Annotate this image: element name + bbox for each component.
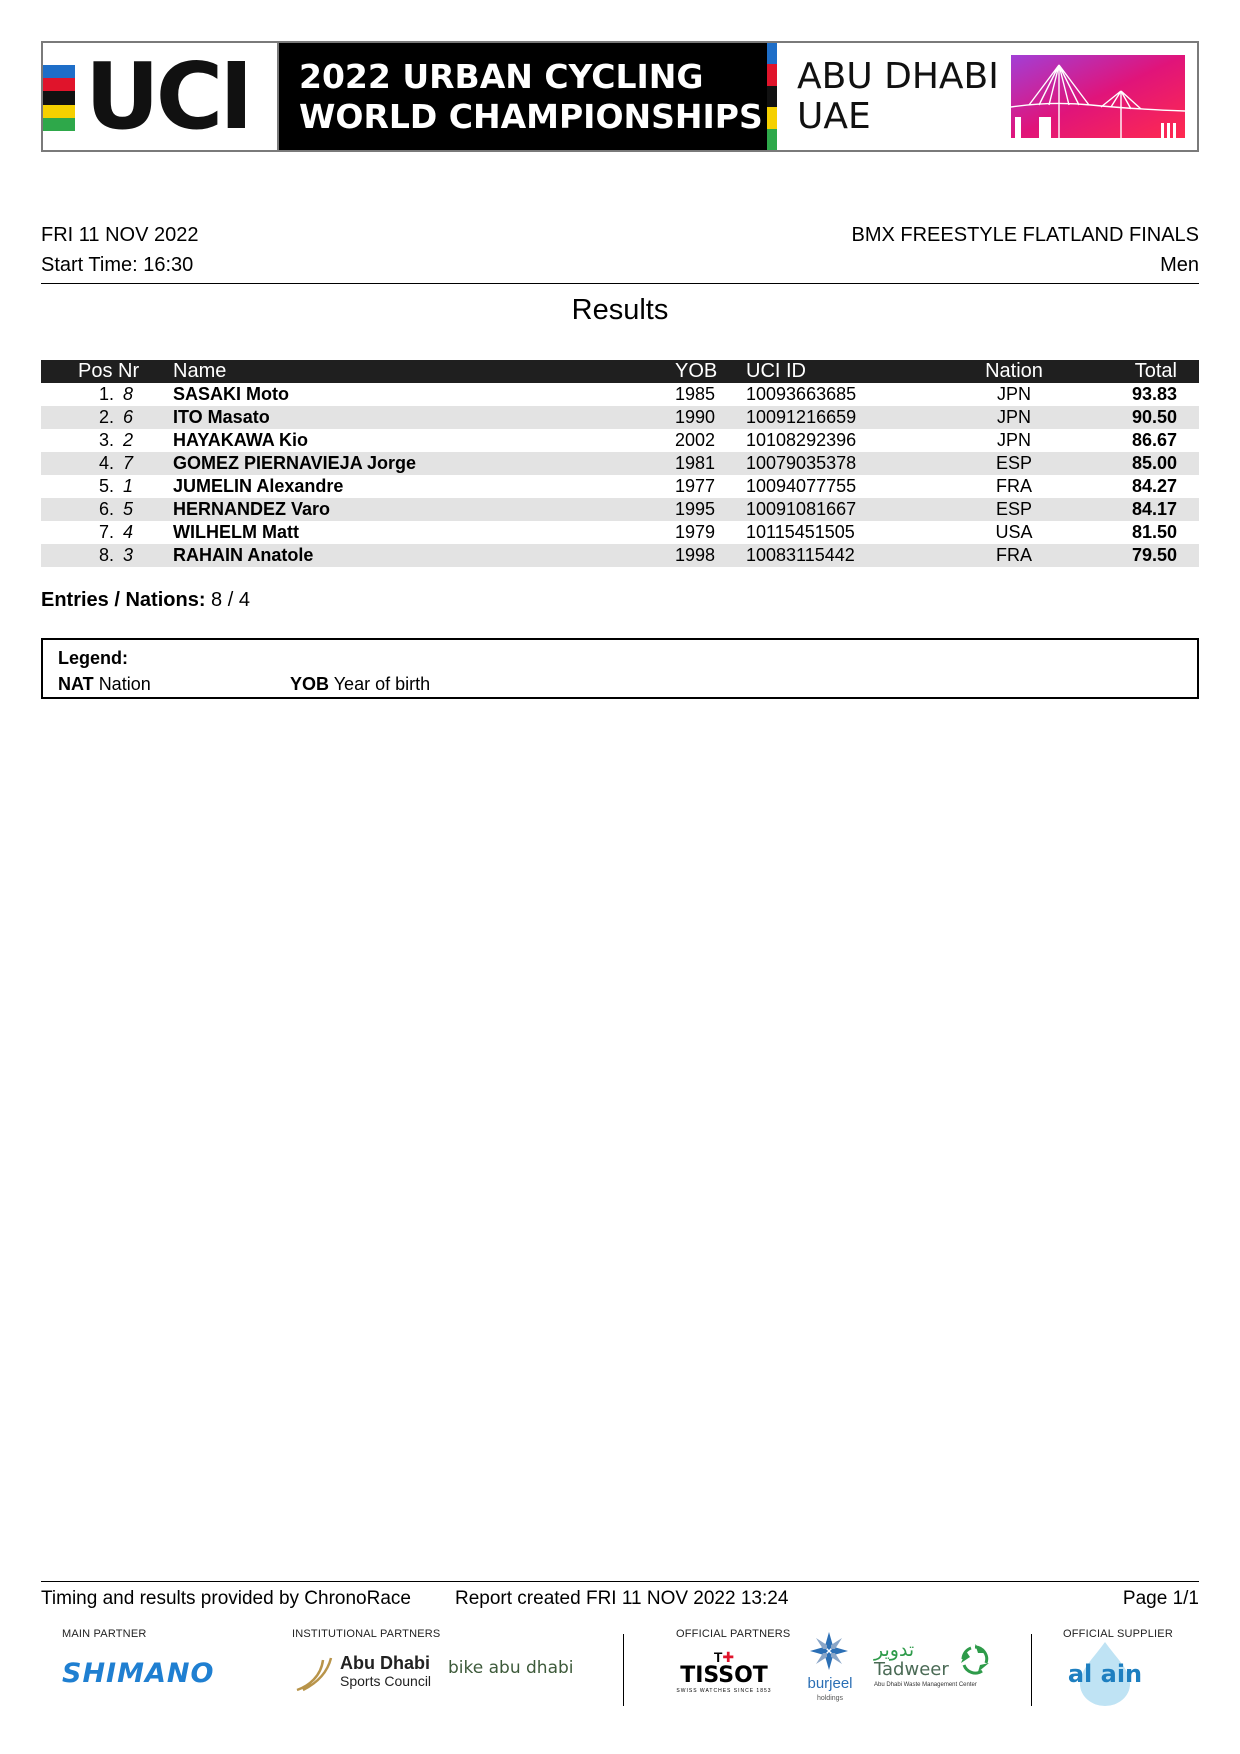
report-created: Report created FRI 11 NOV 2022 13:24	[455, 1588, 789, 1609]
championship-banner	[41, 41, 1199, 152]
cell-yob: 1998	[675, 545, 716, 565]
sports-council-logo	[340, 1654, 431, 1690]
sports-council-line-1: Abu Dhabi	[340, 1653, 430, 1673]
cell-name: GOMEZ PIERNAVIEJA Jorge	[173, 453, 417, 473]
cell-nation: FRA	[996, 476, 1032, 496]
sponsor-separator	[1031, 1634, 1032, 1706]
footer-divider	[41, 1581, 1199, 1582]
cell-yob: 1977	[675, 476, 716, 496]
cell-total: 84.27	[1131, 476, 1177, 496]
cell-nr: 5	[123, 499, 134, 519]
cell-nation: JPN	[996, 407, 1031, 427]
table-row	[41, 544, 1199, 567]
event-name: BMX FREESTYLE FLATLAND FINALS	[851, 224, 1199, 246]
cell-pos: 3.	[98, 430, 114, 450]
cell-nation: ESP	[995, 499, 1033, 519]
entries-label: Entries / Nations:	[41, 589, 206, 611]
cell-total: 81.50	[1131, 522, 1177, 542]
burjeel-wordmark: burjeel	[807, 1675, 853, 1692]
official-partners-label: OFFICIAL PARTNERS	[676, 1628, 791, 1640]
uci-logo-text: UCI	[85, 43, 250, 150]
cell-nr: 7	[123, 453, 134, 473]
cell-nation: USA	[995, 522, 1033, 542]
col-nation: Nation	[985, 360, 1043, 382]
page-title: Results	[571, 294, 669, 326]
col-total: Total	[1134, 360, 1177, 382]
cell-name: HERNANDEZ Varo	[173, 499, 331, 519]
cell-total: 84.17	[1131, 499, 1177, 519]
cell-pos: 8.	[98, 545, 114, 565]
tissot-wordmark: TISSOT	[680, 1663, 768, 1688]
institutional-partners-label: INSTITUTIONAL PARTNERS	[292, 1628, 441, 1640]
cell-yob: 1981	[675, 453, 716, 473]
table-row	[41, 383, 1199, 406]
cell-nation: ESP	[995, 453, 1033, 473]
event-date: FRI 11 NOV 2022	[41, 224, 199, 246]
col-uci-id: UCI ID	[746, 360, 806, 382]
cell-nation: FRA	[996, 545, 1032, 565]
cell-nr: 8	[123, 384, 134, 404]
cell-nr: 1	[123, 476, 134, 496]
legend-item	[58, 674, 151, 695]
cell-pos: 4.	[98, 453, 114, 473]
uci-logo	[43, 43, 279, 150]
recycle-icon	[958, 1641, 992, 1675]
cell-nr: 4	[123, 522, 134, 542]
cell-pos: 5.	[98, 476, 114, 496]
timing-provider: Timing and results provided by ChronoRace	[41, 1588, 411, 1609]
sponsor-separator	[623, 1634, 624, 1706]
cell-name: ITO Masato	[173, 407, 270, 427]
entries-summary	[41, 588, 250, 612]
host-city	[797, 57, 999, 137]
legend-desc: Year of birth	[333, 674, 431, 694]
cell-nr: 2	[123, 430, 134, 450]
event-category: Men	[1160, 254, 1199, 276]
cell-nr: 6	[123, 407, 134, 427]
title-line-2: WORLD CHAMPIONSHIPS	[299, 96, 763, 136]
table-row	[41, 452, 1199, 475]
table-row	[41, 406, 1199, 429]
col-pos-nr: Pos Nr	[78, 360, 140, 382]
main-partner-label: MAIN PARTNER	[62, 1628, 147, 1640]
cell-pos: 7.	[98, 522, 114, 542]
cell-total: 86.67	[1131, 430, 1177, 450]
tadweer-subtitle: Abu Dhabi Waste Management Center	[874, 1682, 977, 1688]
cell-total: 93.83	[1131, 384, 1177, 404]
cell-pos: 2.	[98, 407, 114, 427]
official-supplier-label: OFFICIAL SUPPLIER	[1063, 1628, 1173, 1640]
host-city-line-2: UAE	[797, 96, 871, 137]
tissot-cross-icon: T✚	[713, 1649, 735, 1665]
table-row	[41, 475, 1199, 498]
bridge-graphic-icon	[1011, 55, 1185, 138]
legend-title: Legend:	[58, 648, 128, 668]
header-divider	[41, 283, 1199, 284]
cell-name: WILHELM Matt	[173, 522, 299, 542]
bike-abu-dhabi-logo: bike abu dhabi	[448, 1658, 574, 1678]
cell-total: 90.50	[1131, 407, 1177, 427]
cell-uci-id: 10091081667	[746, 499, 857, 519]
host-city-block	[777, 43, 1197, 150]
burjeel-subtitle: holdings	[816, 1695, 844, 1702]
championship-title	[279, 43, 767, 150]
cell-yob: 1979	[675, 522, 716, 542]
cell-yob: 1995	[675, 499, 716, 519]
cell-name: SASAKI Moto	[173, 384, 289, 404]
rainbow-stripes	[43, 65, 75, 131]
burjeel-logo	[807, 1676, 853, 1706]
cell-nation: JPN	[996, 384, 1031, 404]
legend-abbr: NAT	[58, 674, 94, 694]
tissot-logo	[676, 1650, 772, 1694]
cell-pos: 6.	[98, 499, 114, 519]
cell-nr: 3	[123, 545, 134, 565]
cell-yob: 2002	[675, 430, 716, 450]
tadweer-wordmark: Tadweer	[874, 1659, 949, 1680]
sports-council-emblem-icon	[293, 1654, 337, 1694]
cell-total: 85.00	[1131, 453, 1177, 473]
burjeel-star-icon	[808, 1630, 850, 1672]
cell-uci-id: 10115451505	[746, 522, 855, 542]
page-number: Page 1/1	[1122, 1588, 1199, 1609]
cell-uci-id: 10108292396	[746, 430, 857, 450]
cell-uci-id: 10079035378	[746, 453, 857, 473]
legend-box	[41, 638, 1199, 699]
cell-yob: 1990	[675, 407, 716, 427]
entries-value: 8 / 4	[211, 589, 250, 611]
cell-name: JUMELIN Alexandre	[173, 476, 344, 496]
table-row	[41, 498, 1199, 521]
tissot-tagline: SWISS WATCHES SINCE 1853	[676, 1688, 772, 1694]
shimano-logo: SHIMANO	[62, 1658, 215, 1689]
alain-logo	[1060, 1638, 1150, 1710]
cell-total: 79.50	[1131, 545, 1177, 565]
rainbow-divider	[767, 43, 777, 150]
legend-abbr: YOB	[290, 674, 330, 694]
cell-uci-id: 10093663685	[746, 384, 857, 404]
tadweer-arabic: تدوير	[874, 1639, 915, 1661]
legend-desc: Nation	[98, 674, 151, 694]
sports-council-line-2: Sports Council	[340, 1673, 432, 1689]
legend-item	[290, 674, 430, 695]
col-name: Name	[173, 360, 227, 382]
table-row	[41, 521, 1199, 544]
host-city-line-1: ABU DHABI	[797, 56, 999, 97]
cell-uci-id: 10091216659	[746, 407, 857, 427]
alain-wordmark: al ain	[1067, 1660, 1143, 1688]
col-yob: YOB	[675, 360, 718, 382]
start-time: Start Time: 16:30	[41, 254, 194, 276]
cell-nation: JPN	[996, 430, 1031, 450]
cell-uci-id: 10083115442	[746, 545, 855, 565]
cell-uci-id: 10094077755	[746, 476, 857, 496]
table-row	[41, 429, 1199, 452]
cell-pos: 1.	[98, 384, 114, 404]
results-table-header	[41, 360, 1199, 383]
title-line-1: 2022 URBAN CYCLING	[299, 56, 704, 96]
cell-yob: 1985	[675, 384, 716, 404]
cell-name: RAHAIN Anatole	[173, 545, 314, 565]
cell-name: HAYAKAWA Kio	[173, 430, 309, 450]
